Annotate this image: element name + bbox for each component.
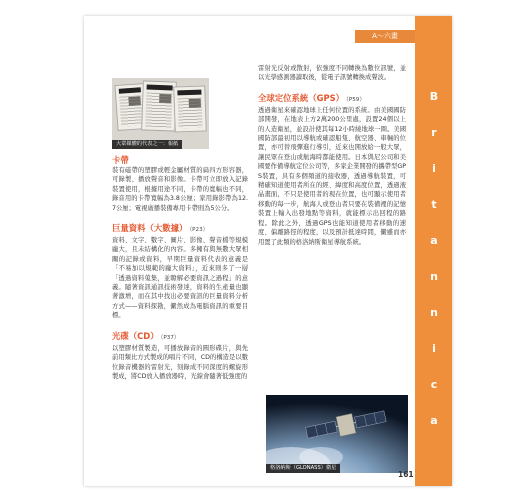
satellite-image xyxy=(266,395,408,473)
entry-big-data xyxy=(112,222,248,321)
side-band-letter: r xyxy=(431,126,437,139)
section-tab: A～六畫 xyxy=(355,30,415,43)
side-band-letter: a xyxy=(430,414,438,427)
entry-title: 全球定位系統（GPS） （P59） xyxy=(258,92,365,103)
entry-title: 巨量資料（大數據） （P23） xyxy=(112,223,209,234)
right-column xyxy=(258,64,406,247)
entry-body: 裝有磁帶的塑膠或輕金屬材質的扁四方形容器，可錄製、播放聲音和影像。卡帶可立即放入記錄裝置使用，根據用途不同，卡帶的寬幅也不同，錄音用的卡帶寬幅為3.8公厘；家用錄影帶為12.7公厘；電視廣播裝備專用卡帶則為5公分。 xyxy=(112,167,248,212)
satellite-caption: 格洛納斯（GLONASS）衛星 xyxy=(266,464,340,473)
entry-gps xyxy=(258,92,406,247)
entry-title: 光碟（CD） （P37） xyxy=(112,330,180,341)
entry-body: 以塑膠材質製造，可播放錄音的圓形碟片，與先前用類比方式製成的唱片不同，CD的構造是以數位錄音機器的雷射光，刻錄成不同深度的螺旋形製成，將CD放入播放器時，光線會隨著低強度的 xyxy=(112,344,248,380)
satellite-photo xyxy=(266,395,408,473)
newspaper-image xyxy=(141,80,177,131)
side-band-letter: i xyxy=(432,162,436,175)
entry-cd xyxy=(112,330,248,382)
side-band-letter: B xyxy=(429,90,439,103)
side-band-letter: n xyxy=(430,306,438,319)
newspaper-caption: 大眾媒體的代表之一：報紙 xyxy=(112,140,182,149)
left-column xyxy=(112,154,248,381)
entry-body: 透過衛星來確認地球上任何位置的系統。由美國國防部開發，在地表上方2萬200公里處，設置24個以上的人造衛星，並設計使其每12小時繞地球一圈。美國國防部最初用以導航或確認船隻、航空器、車輛的位置，亦可替飛彈進行導引，近來也開放給一般大眾，讓民眾在登山或航海時都能使用。日本與尼公司和美國要作備導航定位公司等，多家企業開發的攜帶型GPS裝置，具有多個頻道的接收器，透過導航裝置，可精確知道使用者所在的經、緯度和高度位置，透過液晶畫面，不只是使用者的現在位置，也可顯示使用者移動的每一步，航海人或登山者只要在裝備裡的記憶裝置上輸入出發地點等資料，就能標示出回程的路程。除此之外，透過GPS也能知道使用者移動的速度、偏離路徑的程度，以及預計抵達時間，儼雖而亦用置了此類的格洛納斯衛星導航系統。 xyxy=(258,106,406,246)
side-band-letter: c xyxy=(430,378,438,391)
newspaper-image xyxy=(173,85,207,132)
page-number: 161 xyxy=(398,470,414,479)
side-band-letter: t xyxy=(431,198,437,211)
side-band-letter: a xyxy=(430,234,438,247)
side-band-letter: n xyxy=(430,270,438,283)
continued-text: 雷射光反射或散射，依強度不同轉換為數位訊號，並以光學感測器讀取後，從電子訊號轉換成聲波。 xyxy=(258,65,406,82)
entry-cassette xyxy=(112,154,248,213)
entry-body: 資料、文字、數字、圖片、影像、聲音檔等規模龐大，且未結構化的內容。多擁有與無數大眾相關的記錄或資料，早期巨量資料代表的意義是「不易加以規範的龐大資料」，近來則多了一層「透過資料蒐集，並瞭解必要資訊之過程」的意義。隨著資訊通訊技術發達，資料的生產量也顯著激增，而在其中找出必要資訊的巨量資料分析方式——資料探勘，儼然成為電腦資訊的重要目標。 xyxy=(112,237,248,320)
newspaper-photo xyxy=(112,78,209,149)
entry-title: 卡帶 xyxy=(112,155,129,165)
side-band-letter: i xyxy=(432,342,436,355)
